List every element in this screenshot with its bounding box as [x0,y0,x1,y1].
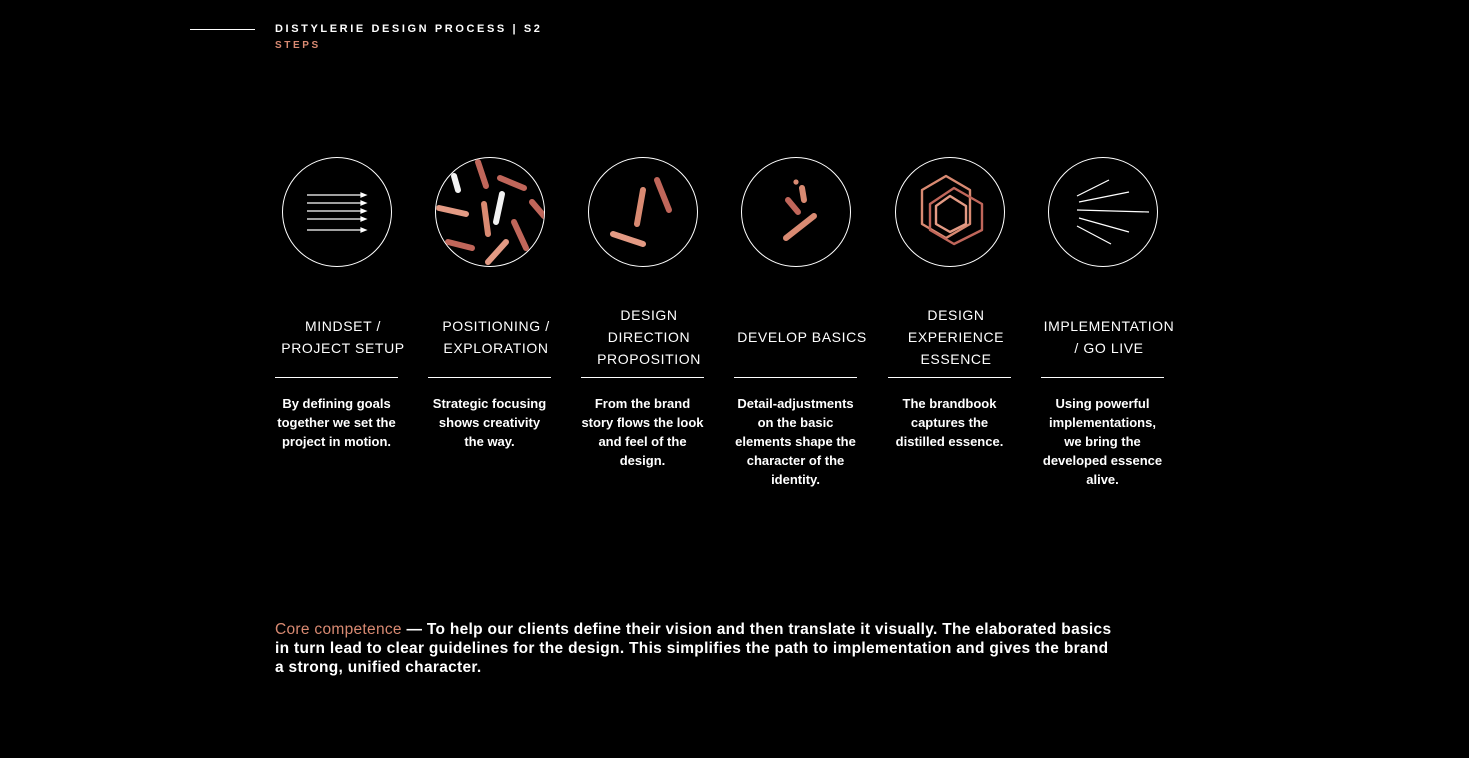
three-sticks-icon [588,157,698,267]
arrows-icon [282,157,392,267]
step-divider [1041,377,1164,378]
step-title: DESIGN EXPERIENCE ESSENCE [907,307,1005,367]
step-title: DESIGN DIRECTION PROPOSITION [597,307,701,367]
step-description: By defining goals together we set the project in motion. [277,396,396,449]
radiating-lines-icon [1048,157,1158,267]
step-title: POSITIONING / EXPLORATION [442,318,550,356]
step-title: MINDSET / PROJECT SETUP [281,318,405,356]
step-divider [888,377,1011,378]
core-competence-text: — To help our clients define their vision and then translate it visually. The elaborated basics in turn lead to clear guidelines for the design. This simplifies the path to implementation and gives the brand a strong, unified character. [275,621,1112,676]
page-subtitle: STEPS [275,40,321,51]
core-competence-lead: Core competence [275,621,402,638]
step-description: Detail-adjustments on the basic elements shape the character of the identity. [735,396,856,487]
figure-icon [741,157,851,267]
page-title: DISTYLERIE DESIGN PROCESS | S2 [275,23,543,35]
step-description: Using powerful implementations, we bring the developed essence alive. [1042,396,1163,487]
step-title: IMPLEMENTATION / GO LIVE [1043,318,1175,356]
step-divider [428,377,551,378]
core-competence-paragraph [275,620,1115,677]
hexagon-icon [895,157,1005,267]
step-divider [275,377,398,378]
step-divider [734,377,857,378]
step-divider [581,377,704,378]
step-title: DEVELOP BASICS [737,329,867,345]
step-description: From the brand story flows the look and feel of the design. [581,396,704,468]
step-description: Strategic focusing shows creativity the way. [432,396,547,449]
scattered-sticks-icon [435,157,545,267]
step-description: The brandbook captures the distilled essence. [895,396,1004,449]
